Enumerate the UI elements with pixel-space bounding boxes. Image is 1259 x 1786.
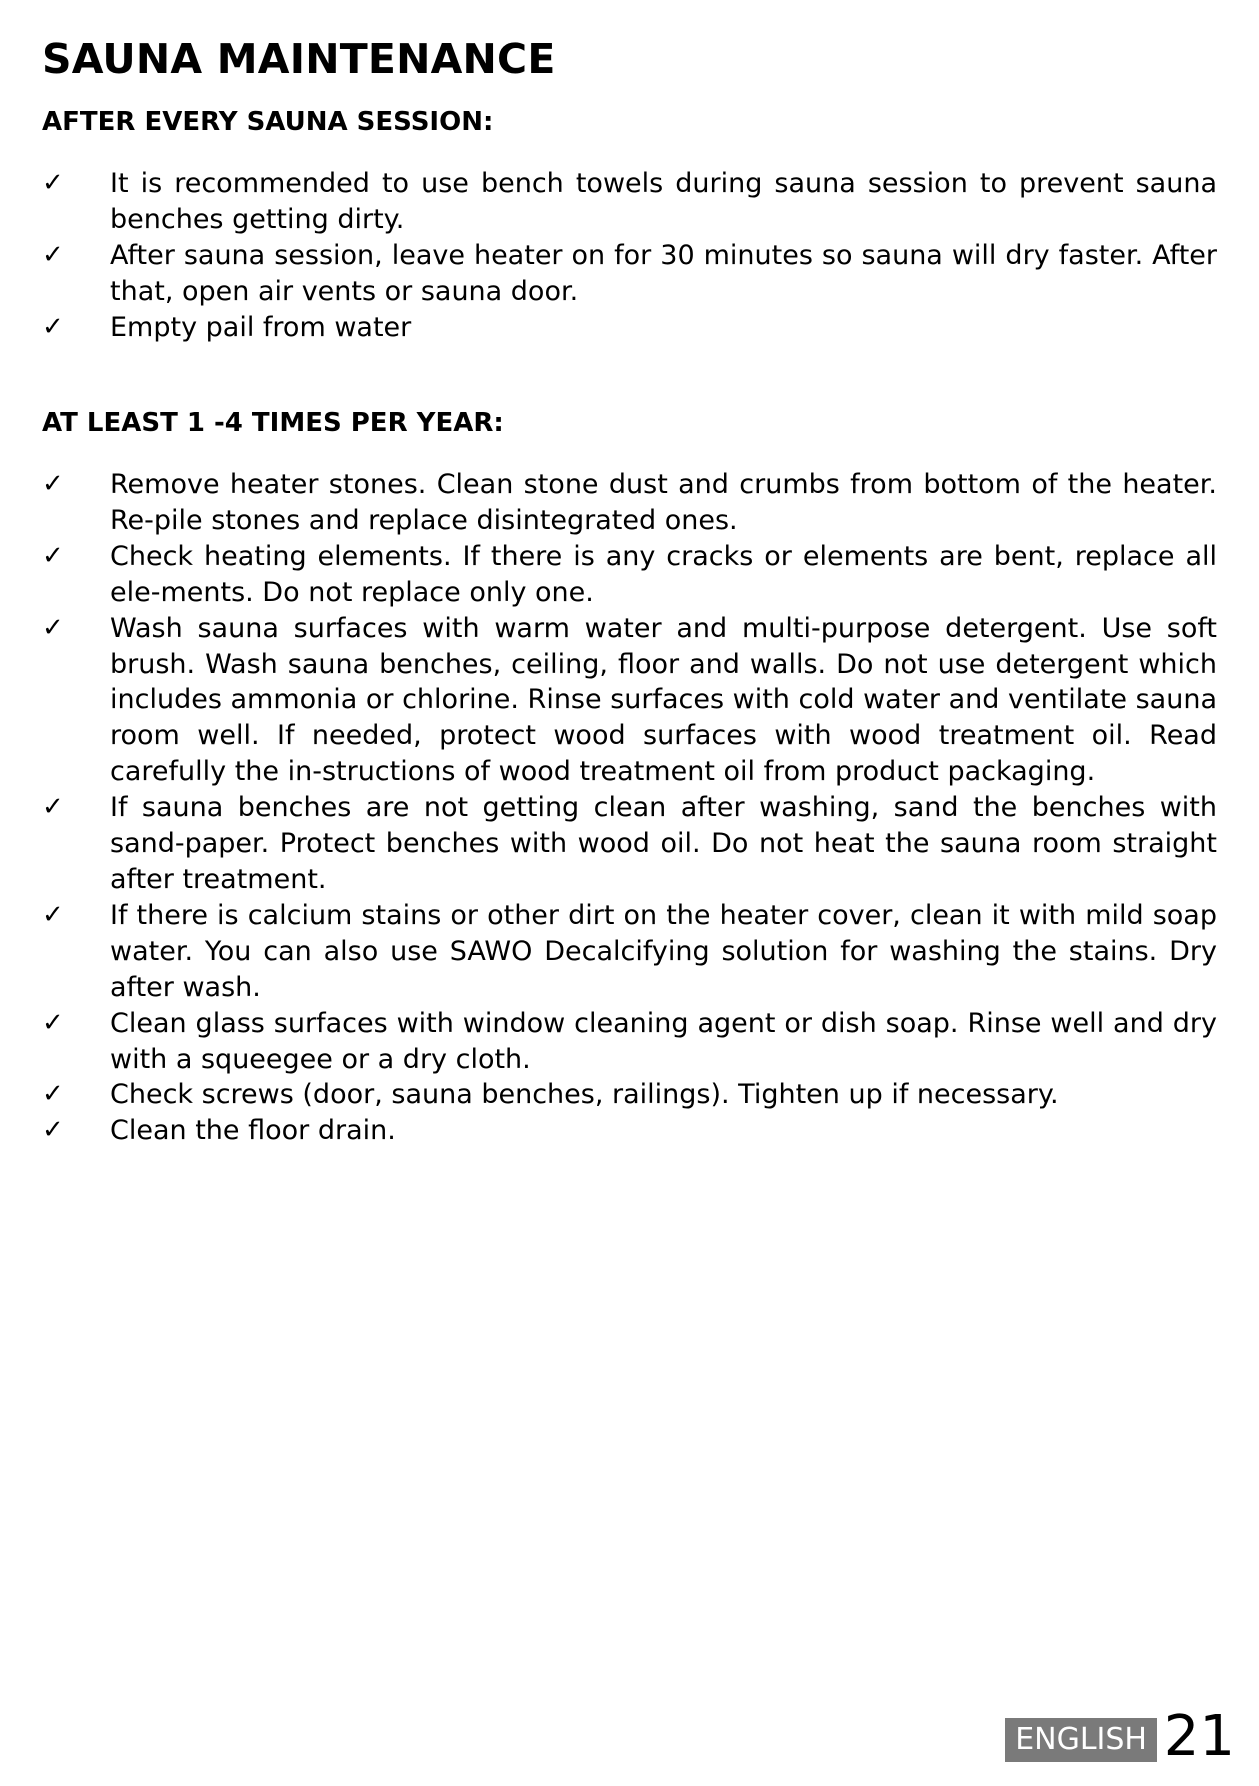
section-heading: AFTER EVERY SAUNA SESSION: bbox=[42, 107, 494, 137]
check-icon: ✓ bbox=[42, 792, 64, 823]
checklist bbox=[42, 166, 1217, 346]
list-item: ✓ Clean glass surfaces with window cleaning agent or dish soap. Rinse well and dry with a squeegee or a dry cloth. bbox=[42, 1007, 1217, 1075]
check-icon: ✓ bbox=[42, 1115, 64, 1146]
check-icon: ✓ bbox=[42, 469, 64, 499]
list-item: ✓ Check heating elements. If there is any cracks or elements are bent, replace all ele-ments. Do not replace only one. bbox=[42, 540, 1217, 608]
list-item: ✓ It is recommended to use bench towels during sauna session to prevent sauna benches getting dirty. bbox=[42, 168, 1217, 235]
section-after-every-session bbox=[42, 104, 1217, 343]
check-icon: ✓ bbox=[42, 168, 64, 198]
check-icon: ✓ bbox=[42, 1007, 64, 1038]
section-heading: AT LEAST 1 -4 TIMES PER YEAR: bbox=[42, 408, 504, 438]
list-item: ✓ Empty pail from water bbox=[42, 310, 1217, 346]
check-icon: ✓ bbox=[42, 612, 64, 643]
list-item: ✓ Check screws (door, sauna benches, railings). Tighten up if necessary. bbox=[42, 1077, 1217, 1113]
section-yearly bbox=[42, 405, 1217, 1147]
list-item: ✓ Remove heater stones. Clean stone dust and crumbs from bottom of the heater. Re-pile stones and replace disintegrated ones. bbox=[42, 469, 1217, 536]
list-item: ✓ If sauna benches are not getting clean after washing, sand the benches with sand-paper. Protect benches with wood oil. Do not heat the sauna room straight after treatment. bbox=[42, 792, 1217, 895]
list-item: ✓ Clean the floor drain. bbox=[42, 1113, 1217, 1149]
checklist bbox=[42, 467, 1217, 1149]
list-item: ✓ Wash sauna surfaces with warm water and multi-purpose detergent. Use soft brush. Wash sauna benches, ceiling, floor and walls. Do not use detergent which includes ammonia or chlorine. Rinse surfaces with cold water and ventilate sauna room well. If needed, protect wood surfaces with wood treatment oil. Read carefully the in-structions of wood treatment oil from product packaging. bbox=[42, 612, 1217, 788]
list-item: ✓ If there is calcium stains or other dirt on the heater cover, clean it with mild soap water. You can also use SAWO Decalcifying solution for washing the stains. Dry after wash. bbox=[42, 899, 1217, 1003]
page-number: 21 bbox=[1163, 1704, 1235, 1769]
language-badge: ENGLISH bbox=[1005, 1718, 1157, 1762]
page-title: SAUNA MAINTENANCE bbox=[42, 35, 556, 83]
check-icon: ✓ bbox=[42, 311, 64, 342]
check-icon: ✓ bbox=[42, 899, 64, 930]
check-icon: ✓ bbox=[42, 1079, 64, 1110]
check-icon: ✓ bbox=[42, 540, 64, 571]
check-icon: ✓ bbox=[42, 239, 64, 270]
list-item: ✓ After sauna session, leave heater on for 30 minutes so sauna will dry faster. After that, open air vents or sauna door. bbox=[42, 239, 1217, 307]
